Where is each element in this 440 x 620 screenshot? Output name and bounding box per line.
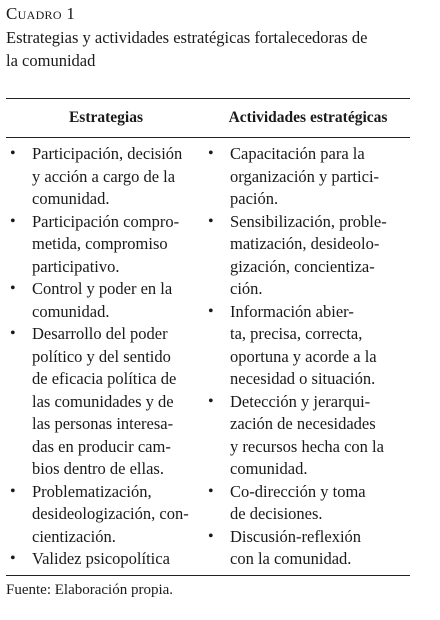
- list-item: [10, 211, 206, 279]
- bullet-icon: •: [208, 392, 214, 410]
- table-caption: [6, 4, 434, 72]
- list-item: [208, 481, 410, 526]
- bullet-icon: •: [208, 482, 214, 500]
- list-item-text: Desarrollo del poder político y del sentido de eficacia política de las comunidades y de las personas interesa- das en producir cam- bios dentro de ellas.: [32, 324, 177, 478]
- strategies-table: [6, 98, 410, 576]
- list-item-text: Capacitación para la organización y partici- pación.: [230, 144, 380, 208]
- list-item: [10, 548, 206, 571]
- list-item: [10, 323, 206, 481]
- list-item-text: Participación compro- metida, compromiso participativo.: [32, 211, 180, 276]
- bullet-icon: •: [208, 212, 214, 230]
- list-item-text: Discusión-reflexión con la comunidad.: [230, 526, 362, 568]
- list-item: [208, 391, 410, 481]
- list-item: [10, 481, 206, 549]
- list-item-text: Sensibilización, proble- matización, desideolo- gización, concientiza- ción.: [230, 211, 387, 298]
- header-strategies: Estrategias: [68, 109, 144, 126]
- list-item: [10, 278, 206, 323]
- bullet-icon: •: [10, 325, 16, 342]
- caption-label: Cuadro 1: [6, 4, 76, 23]
- list-item-text: Control y poder en la comunidad.: [32, 279, 173, 321]
- bullet-icon: •: [10, 482, 16, 500]
- table-header-row: [6, 99, 410, 138]
- list-item-text: Validez psicopolítica: [32, 549, 170, 568]
- list-item: [208, 301, 410, 391]
- bullet-icon: •: [208, 527, 214, 545]
- bullet-icon: •: [10, 280, 16, 297]
- bullet-icon: •: [10, 145, 16, 162]
- list-item: [10, 143, 206, 211]
- list-item: [208, 143, 410, 211]
- list-item-text: Detección y jerarqui- zación de necesidades y recursos hecha con la comunidad.: [230, 391, 384, 478]
- bullet-icon: •: [10, 212, 16, 230]
- list-item-text: Co-dirección y toma de decisiones.: [230, 481, 366, 523]
- source-note: Fuente: Elaboración propia.: [6, 582, 174, 598]
- bullet-icon: •: [208, 145, 214, 162]
- list-item: [208, 526, 410, 571]
- list-item-text: Problematización, desideologización, con- cientización.: [32, 481, 189, 546]
- bullet-icon: •: [208, 302, 214, 320]
- list-item-text: Información abier- ta, precisa, correcta, oportuna y acorde a la necesidad o situación.: [230, 301, 377, 388]
- header-activities: Actividades estratégicas: [228, 109, 388, 126]
- list-item: [208, 211, 410, 301]
- caption-title: Estrategias y actividades estratégicas fortalecedoras de la comunidad: [6, 28, 368, 70]
- bullet-icon: •: [10, 550, 16, 567]
- list-item-text: Participación, decisión y acción a cargo de la comunidad.: [32, 144, 183, 208]
- strategies-list: [6, 143, 206, 571]
- table-body: [6, 138, 410, 575]
- activities-list: [206, 143, 410, 571]
